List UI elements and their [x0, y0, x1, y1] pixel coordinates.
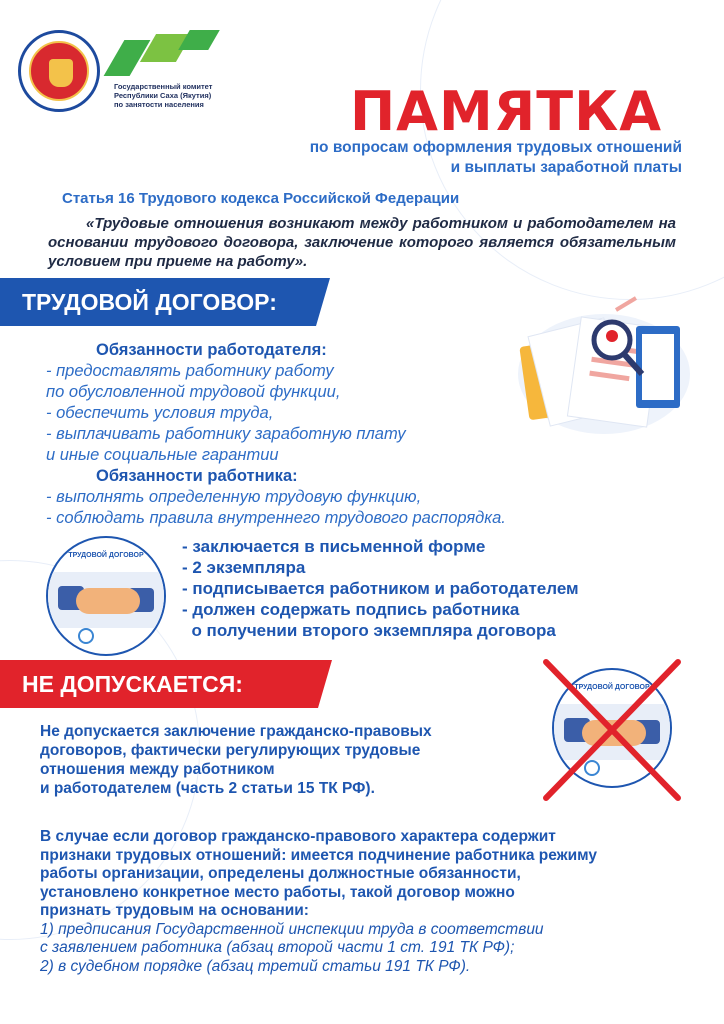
emblem-shield: [29, 41, 89, 101]
article-quote: «Трудовые отношения возникают между работником и работодателем на основании трудового договора, заключение которого является обязательным условием при приеме на работу».: [48, 215, 676, 270]
basis-line: 2) в судебном порядке (абзац третий статьи 191 ТК РФ).: [40, 957, 471, 975]
cross-icon: [540, 656, 684, 804]
intro-line: отношения между работником: [40, 761, 275, 778]
contract-point: - 2 экземпляра: [182, 558, 306, 577]
employer-duty-line: - предоставлять работнику работу: [46, 362, 334, 380]
contract-point: - должен содержать подпись работника: [182, 600, 520, 619]
body-line: признать трудовым на основании:: [40, 902, 309, 919]
not-allowed-intro: [40, 722, 534, 798]
employer-duty-line: по обусловленной трудовой функции,: [46, 383, 341, 401]
badge-label: ТРУДОВОЙ ДОГОВОР: [574, 684, 650, 691]
employee-duty-line: - выполнять определенную трудовую функцию,: [46, 488, 422, 506]
contract-banner: [0, 278, 316, 326]
employer-duties-heading: Обязанности работодателя:: [96, 341, 327, 359]
body-line: признаки трудовых отношений: имеется подчинение работника режиму: [40, 846, 598, 864]
banner-tail-icon: [318, 660, 332, 708]
committee-name-line: по занятости населения: [114, 100, 204, 109]
contract-point: - подписывается работником и работодателем: [182, 579, 579, 598]
employee-duties-heading: Обязанности работника:: [96, 467, 298, 485]
coat-of-arms-icon: [18, 30, 100, 112]
contract-points: [182, 536, 682, 641]
documents-magnifier-icon: [516, 296, 692, 436]
intro-line: Не допускается заключение гражданско-правовых: [40, 723, 432, 740]
intro-line: и работодателем (часть 2 статьи 15 ТК РФ).: [40, 780, 375, 797]
page-title: ПАМЯТКА: [349, 80, 663, 143]
emblem-figure: [49, 59, 73, 87]
not-allowed-banner-text: НЕ ДОПУСКАЕТСЯ:: [22, 670, 243, 697]
subtitle-line: и выплаты заработной платы: [450, 159, 682, 176]
committee-name-line: Государственный комитет: [114, 82, 213, 91]
intro-line: договоров, фактически регулирующих трудовые: [40, 742, 421, 759]
contract-handshake-icon: [46, 536, 166, 656]
civil-contract-explanation: [40, 828, 690, 976]
body-line: установлено конкретное место работы, такой договор можно: [40, 883, 515, 901]
body-line: работы организации, определены должностные обязанности,: [40, 865, 521, 882]
committee-name: [114, 82, 244, 109]
page-subtitle: [220, 138, 682, 178]
employer-duty-line: и иные социальные гарантии: [46, 446, 279, 464]
contract-point: о получении второго экземпляра договора: [182, 621, 556, 640]
contract-banner-text: ТРУДОВОЙ ДОГОВОР:: [22, 288, 277, 315]
body-line: В случае если договор гражданско-правового характера содержит: [40, 828, 556, 845]
employer-duty-line: - обеспечить условия труда,: [46, 404, 274, 422]
subtitle-line: по вопросам оформления трудовых отношений: [309, 139, 682, 156]
not-allowed-banner: [0, 660, 318, 708]
employer-duty-line: - выплачивать работнику заработную плату: [46, 425, 406, 443]
contract-point: - заключается в письменной форме: [182, 537, 486, 556]
basis-line: с заявлением работника (абзац второй части 1 ст. 191 ТК РФ);: [40, 939, 515, 956]
committee-name-line: Республики Саха (Якутия): [114, 91, 212, 100]
employee-duty-line: - соблюдать правила внутреннего трудового распорядка.: [46, 509, 506, 527]
badge-label: ТРУДОВОЙ ДОГОВОР: [68, 552, 144, 559]
article-heading: Статья 16 Трудового кодекса Российской Федерации: [62, 190, 460, 207]
basis-line: 1) предписания Государственной инспекции труда в соответствии: [40, 920, 544, 938]
banner-tail-icon: [316, 278, 330, 326]
committee-logo-icon: [114, 30, 224, 80]
